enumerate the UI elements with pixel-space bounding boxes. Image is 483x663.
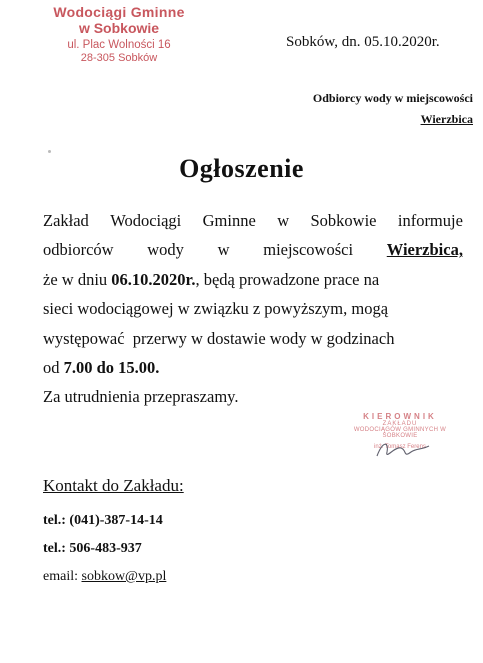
- body-word: wody: [147, 240, 184, 260]
- page-title: Ogłoszenie: [179, 154, 304, 183]
- stamp-line: ul. Plac Wolności 16: [67, 39, 171, 51]
- body-line: [43, 353, 463, 382]
- scan-dot: [48, 150, 51, 153]
- body-fragment: , będą prowadzone prace na: [195, 269, 380, 289]
- recipient-place: Wierzbica: [420, 112, 473, 126]
- stamp-line: inż. Tomasz Ferens: [374, 444, 426, 450]
- signature: [373, 436, 433, 462]
- date-line: Sobków, dn. 05.10.2020r.: [286, 34, 440, 50]
- body-line: sieci wodociągowej w związku z powyższym, mogą: [43, 299, 389, 319]
- body-word: w: [277, 211, 290, 230]
- body-line: [43, 206, 463, 235]
- company-stamp: [44, 4, 194, 65]
- body-fragment: występować przerwy w dostawie wody w godzinach: [43, 328, 395, 348]
- body-word: informuje: [397, 211, 463, 230]
- body-line: [43, 235, 463, 264]
- stamp-line: Wodociągi Gminne: [53, 4, 185, 20]
- body-text: [43, 265, 379, 294]
- body-date: 06.10.2020r.: [111, 269, 196, 289]
- body-word: miejscowości: [263, 240, 354, 260]
- stamp-line: WODOCIĄGÓW GMINNYCH W SOBKOWIE: [353, 427, 447, 439]
- announcement-body: [43, 206, 463, 412]
- body-word: odbiorców: [43, 240, 114, 260]
- body-hours: 7.00 do 15.00.: [63, 358, 160, 378]
- body-line: Za utrudnienia przepraszamy.: [43, 387, 239, 407]
- stamp-line: KIEROWNIK: [363, 412, 437, 421]
- body-place: Wierzbica,: [386, 240, 463, 260]
- stamp-line: 28-305 Sobków: [80, 52, 158, 64]
- body-line: [43, 265, 463, 294]
- body-word: Wodociągi: [110, 211, 182, 230]
- body-word: w: [217, 240, 230, 260]
- phone-number: tel.: 506-483-937: [43, 541, 142, 556]
- stamp-line: w Sobkowie: [78, 20, 160, 36]
- body-word: Sobkowie: [310, 211, 377, 230]
- email-line: [43, 563, 166, 591]
- email-link[interactable]: sobkow@vp.pl: [81, 569, 167, 584]
- phone-number: tel.: (041)-387-14-14: [43, 513, 163, 528]
- contact-title: Kontakt do Zakładu:: [43, 476, 184, 495]
- contact-block: [43, 507, 166, 591]
- recipient-line: Odbiorcy wody w miejscowości: [312, 91, 473, 105]
- body-line: [43, 324, 463, 353]
- stamp-line: ZAKŁADU: [382, 421, 418, 427]
- body-fragment: że w dniu: [43, 269, 108, 289]
- body-word: Zakład: [43, 211, 89, 230]
- email-label: email:: [43, 569, 78, 584]
- body-word: Gminne: [202, 211, 256, 230]
- body-fragment: od: [43, 358, 60, 378]
- recipient-block: [313, 88, 473, 130]
